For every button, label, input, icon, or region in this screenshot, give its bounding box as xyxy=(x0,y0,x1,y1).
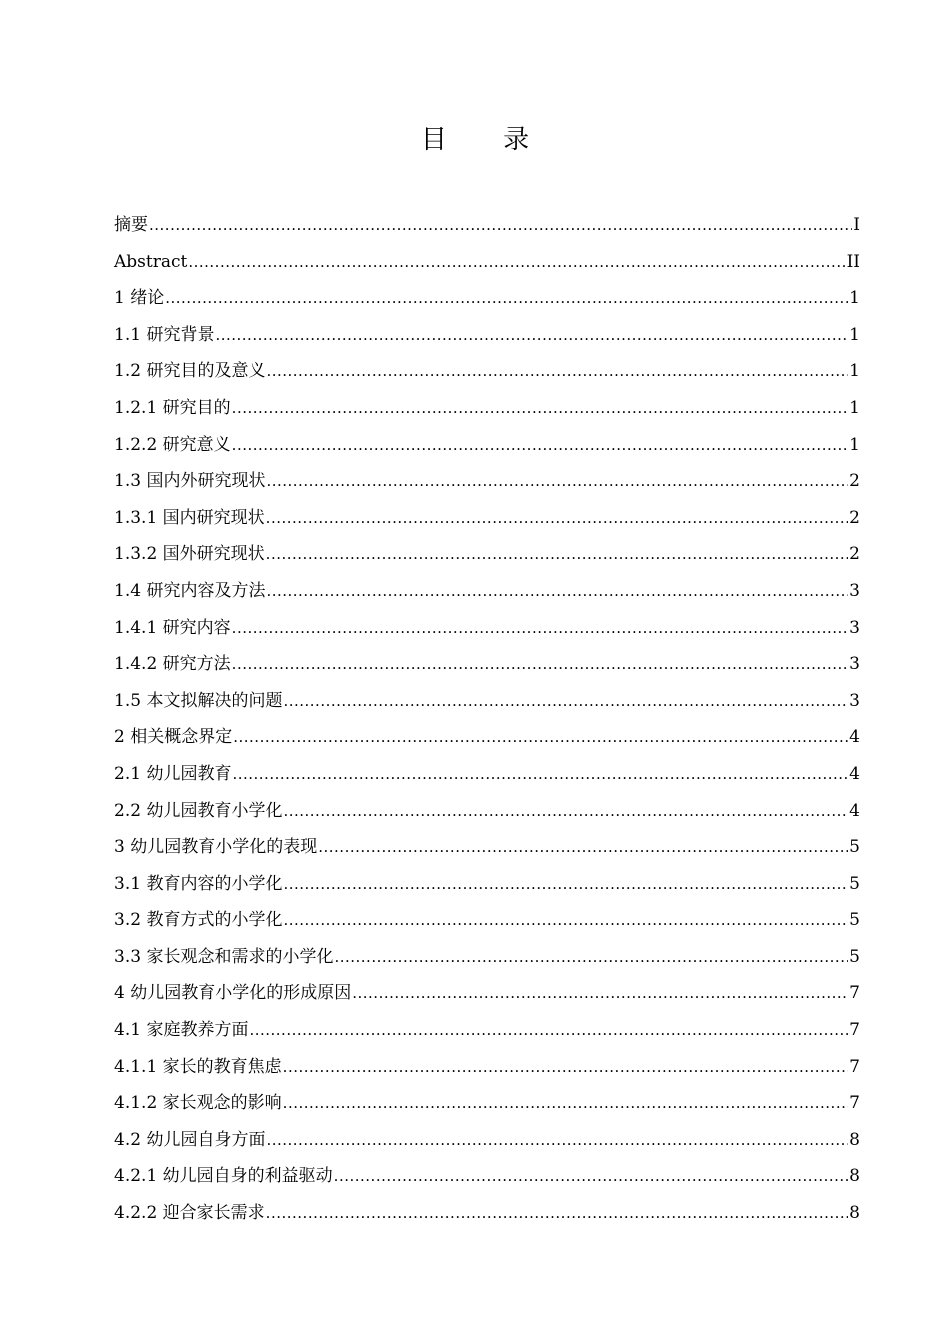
toc-entry-label: 2.2 幼儿园教育小学化 xyxy=(114,800,283,821)
toc-entry-label: 1.1 研究背景 xyxy=(114,324,215,345)
toc-dot-leader xyxy=(266,1122,848,1159)
toc-entry-label: 1.3.2 国外研究现状 xyxy=(114,544,265,565)
toc-entry[interactable] xyxy=(114,244,860,281)
toc-entry-label: 4.1 家庭教养方面 xyxy=(114,1020,249,1041)
toc-entry[interactable] xyxy=(114,1195,860,1232)
toc-dot-leader xyxy=(283,1049,849,1086)
toc-entry[interactable] xyxy=(114,536,860,573)
toc-entry-label: 4.2.2 迎合家长需求 xyxy=(114,1203,265,1224)
toc-dot-leader xyxy=(266,1195,849,1232)
toc-entry-label: 1.5 本文拟解决的问题 xyxy=(114,690,283,711)
toc-entry[interactable] xyxy=(114,317,860,354)
toc-entry[interactable] xyxy=(114,756,860,793)
toc-dot-leader xyxy=(165,280,848,317)
toc-entry-page-number: I xyxy=(853,215,860,235)
toc-entry[interactable] xyxy=(114,207,860,244)
toc-entry-label: 1.3.1 国内研究现状 xyxy=(114,507,265,528)
toc-dot-leader xyxy=(233,719,848,756)
toc-entry-label: 4.1.2 家长观念的影响 xyxy=(114,1093,282,1114)
toc-entry-label: 1.4.1 研究内容 xyxy=(114,617,231,638)
toc-entry-label: 1 绪论 xyxy=(114,288,165,309)
toc-entry[interactable] xyxy=(114,1085,860,1122)
toc-dot-leader xyxy=(283,866,848,903)
toc-entry[interactable] xyxy=(114,1122,860,1159)
toc-entry-page-number: 4 xyxy=(849,763,860,784)
toc-dot-leader xyxy=(266,353,848,390)
toc-dot-leader xyxy=(266,500,849,537)
toc-entry-page-number: 5 xyxy=(849,946,860,967)
toc-entry-page-number: 2 xyxy=(849,471,860,492)
toc-dot-leader xyxy=(266,573,848,610)
toc-entry-page-number: II xyxy=(846,251,860,272)
toc-entry-page-number: 2 xyxy=(849,507,860,528)
toc-entry[interactable] xyxy=(114,353,860,390)
toc-entry-label: 2.1 幼儿园教育 xyxy=(114,763,232,784)
toc-dot-leader xyxy=(283,1085,849,1122)
toc-entry-label: 4.2 幼儿园自身方面 xyxy=(114,1129,266,1150)
toc-entry[interactable] xyxy=(114,646,860,683)
toc-entry-page-number: 8 xyxy=(849,1129,860,1150)
toc-dot-leader xyxy=(266,463,848,500)
toc-entry-page-number: 1 xyxy=(849,434,860,455)
toc-entry[interactable] xyxy=(114,829,860,866)
toc-entry[interactable] xyxy=(114,280,860,317)
toc-entry[interactable] xyxy=(114,683,860,720)
toc-dot-leader xyxy=(266,536,849,573)
toc-entry-page-number: 7 xyxy=(849,1093,860,1114)
toc-dot-leader xyxy=(283,902,848,939)
toc-entry-label: 4.2.1 幼儿园自身的利益驱动 xyxy=(114,1166,333,1187)
toc-entry-page-number: 3 xyxy=(849,690,860,711)
toc-entry[interactable] xyxy=(114,463,860,500)
toc-entry[interactable] xyxy=(114,573,860,610)
toc-dot-leader xyxy=(232,756,848,793)
toc-dot-leader xyxy=(334,939,848,976)
toc-entry-label: 3 幼儿园教育小学化的表现 xyxy=(114,837,318,858)
toc-entry-page-number: 7 xyxy=(849,1056,860,1077)
toc-entry[interactable] xyxy=(114,719,860,756)
toc-entry-page-number: 3 xyxy=(849,580,860,601)
toc-entry-page-number: 7 xyxy=(849,1020,860,1041)
toc-dot-leader xyxy=(232,610,849,647)
toc-dot-leader xyxy=(188,244,845,281)
toc-entry[interactable] xyxy=(114,866,860,903)
toc-list xyxy=(114,207,860,1232)
toc-entry[interactable] xyxy=(114,939,860,976)
toc-entry-page-number: 1 xyxy=(849,324,860,345)
toc-entry-label: 摘要 xyxy=(114,215,148,235)
toc-dot-leader xyxy=(215,317,848,354)
toc-entry[interactable] xyxy=(114,975,860,1012)
toc-entry[interactable] xyxy=(114,500,860,537)
toc-dot-leader xyxy=(232,427,849,464)
toc-entry[interactable] xyxy=(114,1049,860,1086)
toc-entry-label: 4 幼儿园教育小学化的形成原因 xyxy=(114,983,352,1004)
toc-entry-label: 1.2.2 研究意义 xyxy=(114,434,231,455)
toc-dot-leader xyxy=(318,829,848,866)
toc-entry[interactable] xyxy=(114,902,860,939)
toc-entry-page-number: 7 xyxy=(849,983,860,1004)
toc-dot-leader xyxy=(352,975,848,1012)
toc-entry[interactable] xyxy=(114,1012,860,1049)
toc-entry-page-number: 8 xyxy=(849,1166,860,1187)
toc-entry-page-number: 1 xyxy=(849,361,860,382)
toc-entry-page-number: 3 xyxy=(849,617,860,638)
toc-entry-label: 3.3 家长观念和需求的小学化 xyxy=(114,946,334,967)
toc-entry-label: 4.1.1 家长的教育焦虑 xyxy=(114,1056,282,1077)
toc-entry[interactable] xyxy=(114,610,860,647)
toc-entry[interactable] xyxy=(114,427,860,464)
toc-entry-page-number: 5 xyxy=(849,837,860,858)
toc-entry-label: 1.2.1 研究目的 xyxy=(114,397,231,418)
toc-entry-label: 1.2 研究目的及意义 xyxy=(114,361,266,382)
toc-entry-page-number: 4 xyxy=(849,727,860,748)
toc-entry-page-number: 8 xyxy=(849,1203,860,1224)
toc-entry[interactable] xyxy=(114,1158,860,1195)
toc-entry-label: 1.4 研究内容及方法 xyxy=(114,580,266,601)
toc-entry-label: Abstract xyxy=(114,251,188,272)
toc-dot-leader xyxy=(283,683,848,720)
toc-dot-leader xyxy=(149,207,852,244)
toc-entry-page-number: 1 xyxy=(849,288,860,309)
toc-entry-page-number: 5 xyxy=(849,910,860,931)
toc-entry-label: 3.1 教育内容的小学化 xyxy=(114,873,283,894)
toc-dot-leader xyxy=(334,1158,849,1195)
toc-entry[interactable] xyxy=(114,390,860,427)
toc-entry-page-number: 4 xyxy=(849,800,860,821)
toc-title: 目 录 xyxy=(420,125,554,155)
toc-dot-leader xyxy=(232,646,849,683)
toc-entry-label: 2 相关概念界定 xyxy=(114,727,233,748)
toc-entry-label: 1.3 国内外研究现状 xyxy=(114,471,266,492)
toc-entry-page-number: 5 xyxy=(849,873,860,894)
toc-entry-page-number: 3 xyxy=(849,654,860,675)
toc-entry-page-number: 1 xyxy=(849,397,860,418)
toc-entry-label: 3.2 教育方式的小学化 xyxy=(114,910,283,931)
toc-entry[interactable] xyxy=(114,793,860,830)
toc-dot-leader xyxy=(232,390,849,427)
toc-entry-page-number: 2 xyxy=(849,544,860,565)
toc-dot-leader xyxy=(283,793,848,830)
toc-dot-leader xyxy=(249,1012,848,1049)
toc-entry-label: 1.4.2 研究方法 xyxy=(114,654,231,675)
